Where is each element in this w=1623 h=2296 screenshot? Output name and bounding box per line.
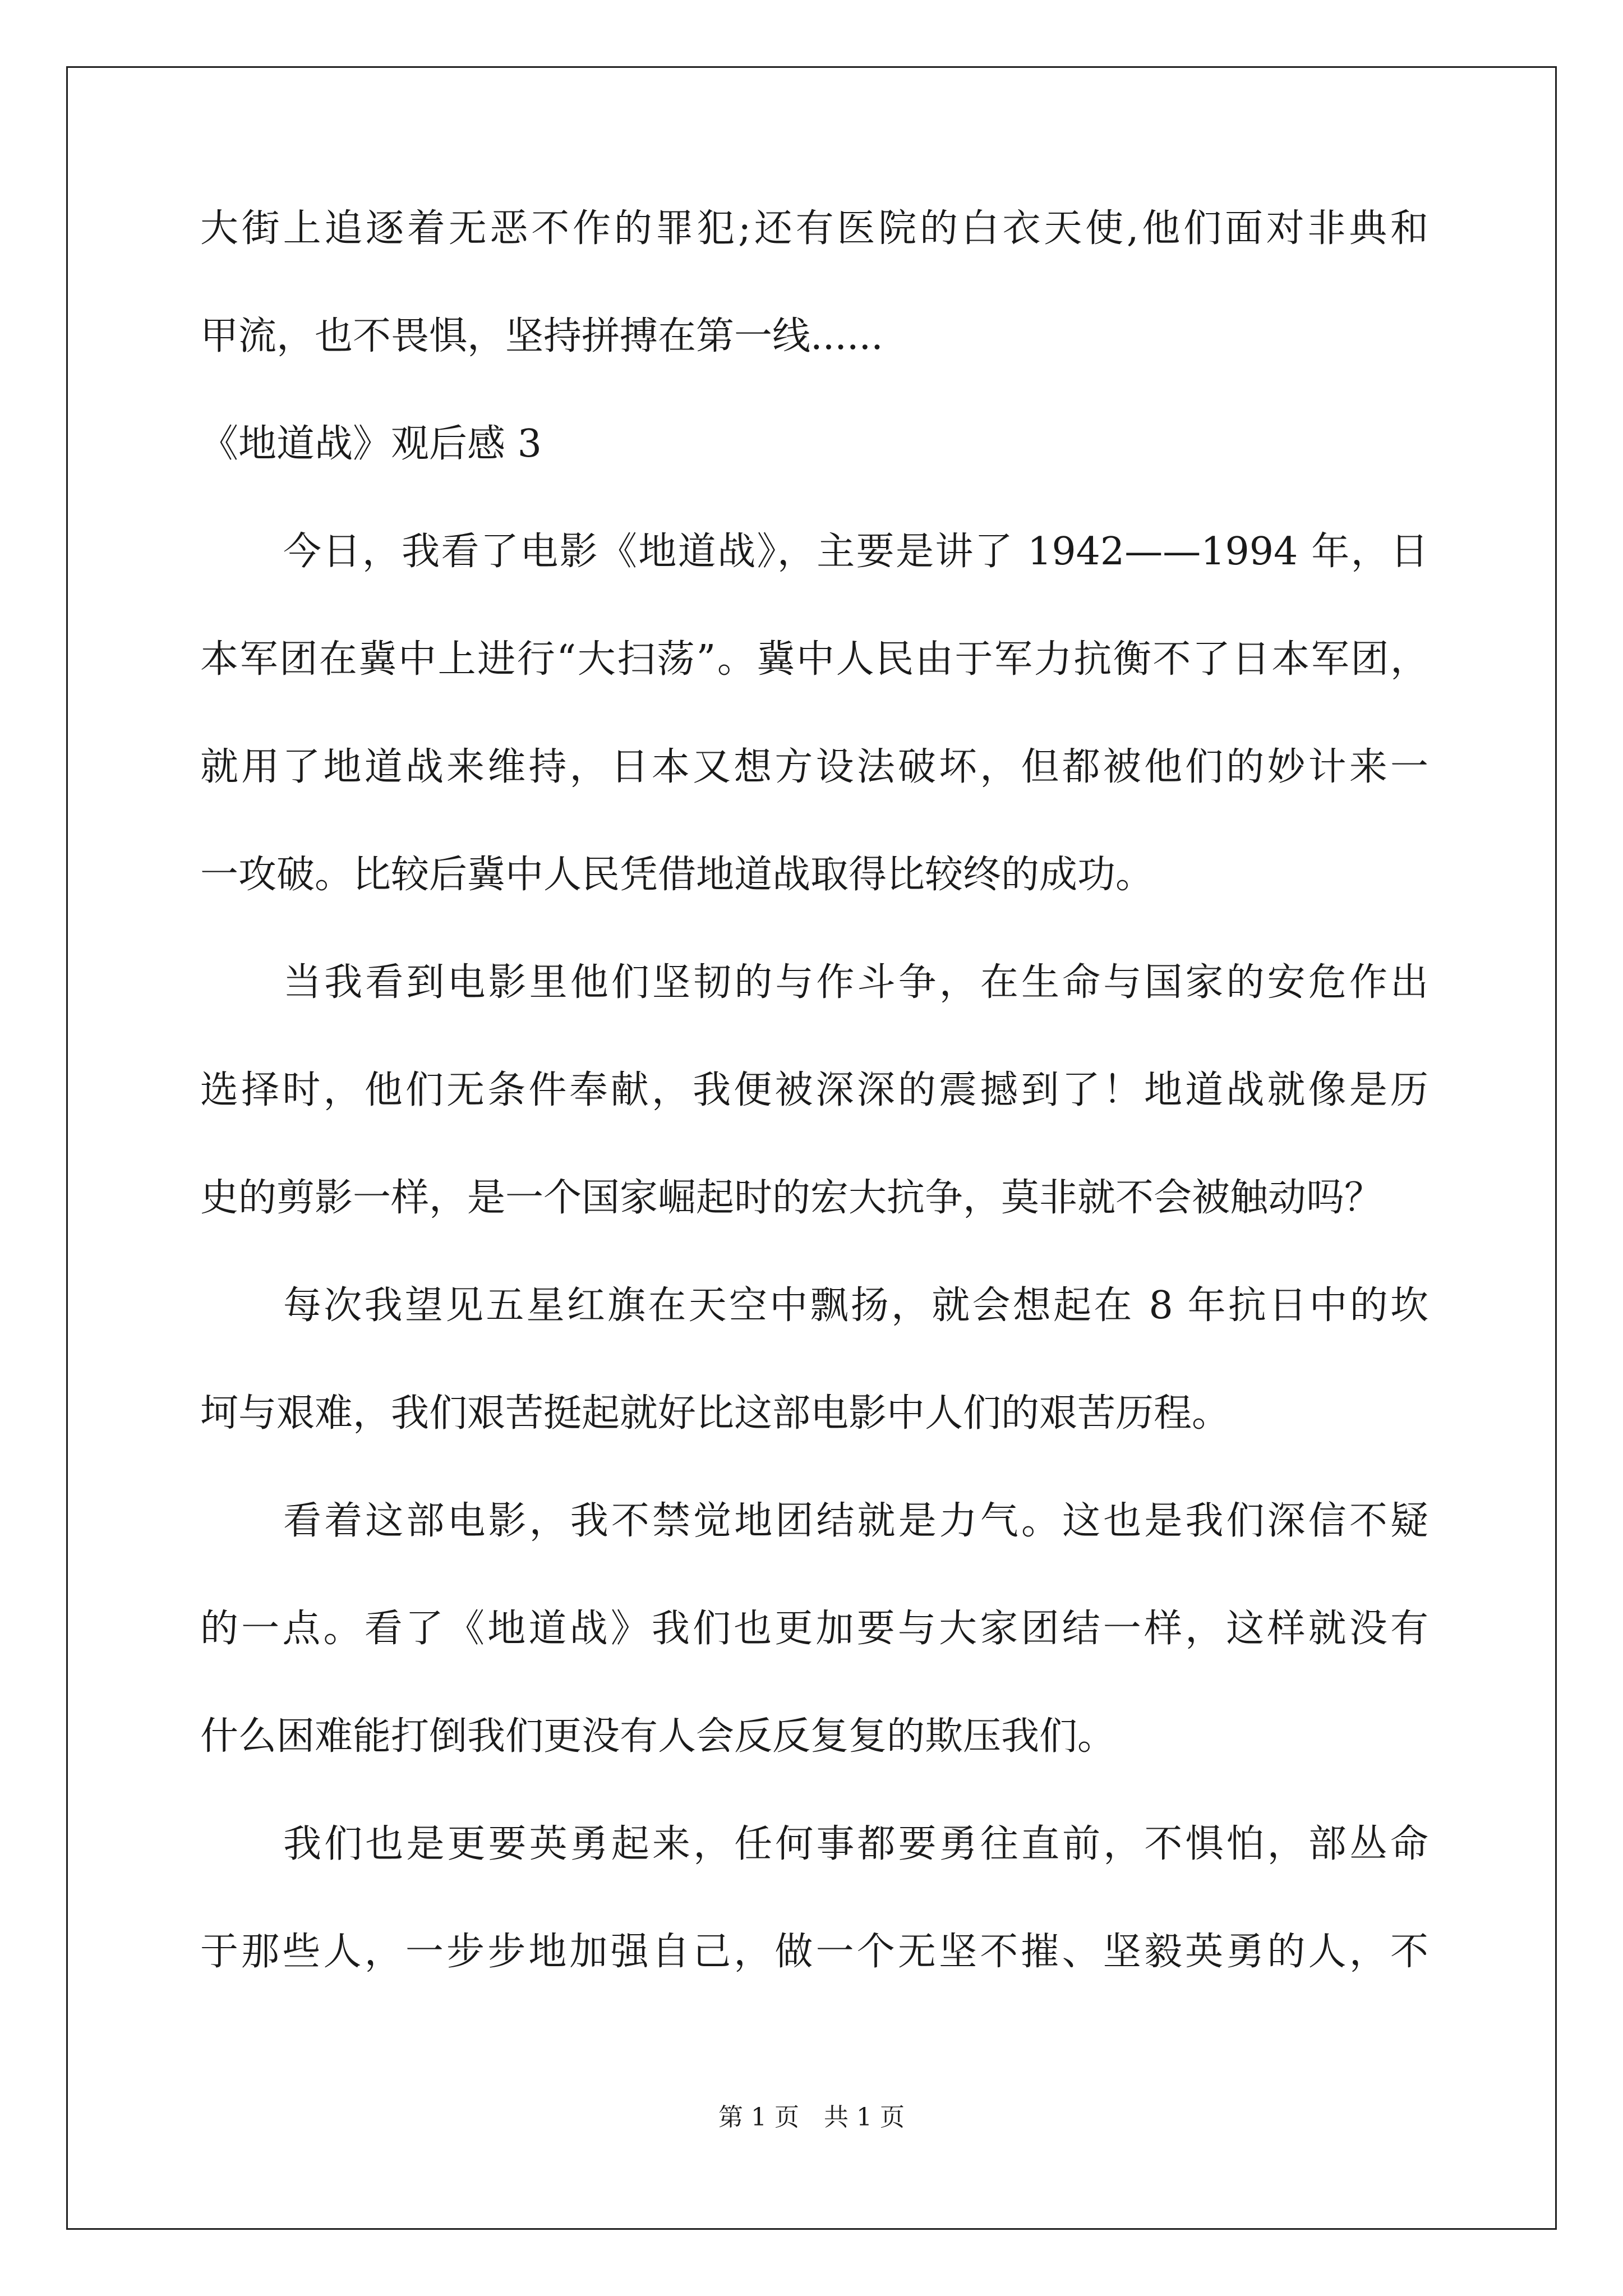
paragraph-first-line: 我们也是更要英勇起来，任何事都要勇往直前，不惧怕，部丛命 [283, 1822, 1428, 1866]
paragraph-first-line: 每次我望见五星红旗在天空中飘扬，就会想起在 8 年抗日中的坎 [283, 1283, 1428, 1328]
text-line: 坷与艰难，我们艰苦挺起就好比这部电影中人们的艰苦历程。 [200, 1391, 1230, 1435]
text-line: 史的剪影一样，是一个国家崛起时的宏大抗争，莫非就不会被触动吗？ [200, 1176, 1383, 1220]
page-number-footer: 第 1 页 共 1 页 [718, 2103, 905, 2132]
text-line: 的一点。看了《地道战》我们也更加要与大家团结一样，这样就没有 [200, 1607, 1428, 1651]
paragraph-first-line: 今日，我看了电影《地道战》，主要是讲了 1942——1994 年，日 [283, 530, 1428, 574]
text-line: 大街上追逐着无恶不作的罪犯;还有医院的白衣天使,他们面对非典和 [200, 206, 1428, 251]
text-line: 一攻破。比较后冀中人民凭借地道战取得比较终的成功。 [200, 853, 1154, 897]
text-line: 于那些人，一步步地加强自己，做一个无坚不摧、坚毅英勇的人，不 [200, 1930, 1428, 1974]
paragraph-first-line: 看着这部电影，我不禁觉地团结就是力气。这也是我们深信不疑 [283, 1499, 1428, 1543]
document-body [200, 202, 1428, 2033]
text-line: 就用了地道战来维持，日本又想方设法破坏，但都被他们的妙计来一 [200, 745, 1428, 789]
text-line: 选择时，他们无条件奉献，我便被深深的震撼到了！地道战就像是历 [200, 1068, 1428, 1112]
paragraph-first-line: 当我看到电影里他们坚韧的与作斗争，在生命与国家的安危作出 [283, 960, 1428, 1005]
text-line: 什么困难能打倒我们更没有人会反反复复的欺压我们。 [200, 1714, 1116, 1759]
section-heading: 《地道战》观后感 3 [200, 422, 542, 466]
text-line: 甲流，也不畏惧，坚持拼搏在第一线...... [200, 314, 883, 358]
text-line: 本军团在冀中上进行“大扫荡”。冀中人民由于军力抗衡不了日本军团， [200, 637, 1428, 682]
